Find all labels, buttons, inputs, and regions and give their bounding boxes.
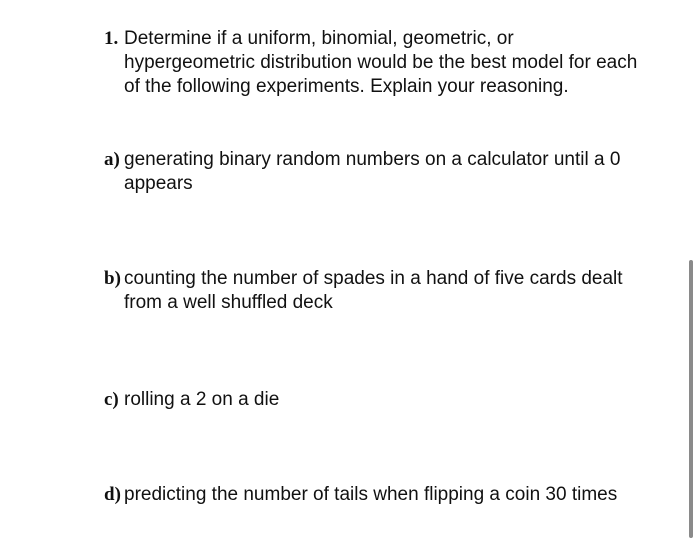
part-b-marker: b)	[104, 268, 121, 289]
part-b	[104, 267, 644, 315]
part-c-text: rolling a 2 on a die	[124, 389, 280, 410]
question-number: 1.	[104, 28, 119, 49]
part-a	[104, 148, 644, 196]
part-a-marker: a)	[104, 149, 120, 170]
part-a-text: generating binary random numbers on a calculator until a 0 appears	[124, 149, 621, 194]
part-c-marker: c)	[104, 389, 119, 410]
part-b-text: counting the number of spades in a hand of five cards dealt from a well shuffled deck	[124, 268, 623, 313]
part-d	[104, 483, 644, 507]
question-prompt: Determine if a uniform, binomial, geometric, or hypergeometric distribution would be the best model for each of the following experiments. Explain your reasoning.	[124, 28, 638, 97]
scrollbar-thumb[interactable]	[689, 260, 693, 538]
question-1	[104, 27, 644, 99]
part-d-marker: d)	[104, 484, 121, 505]
part-c	[104, 388, 644, 412]
part-d-text: predicting the number of tails when flipping a coin 30 times	[124, 484, 618, 505]
